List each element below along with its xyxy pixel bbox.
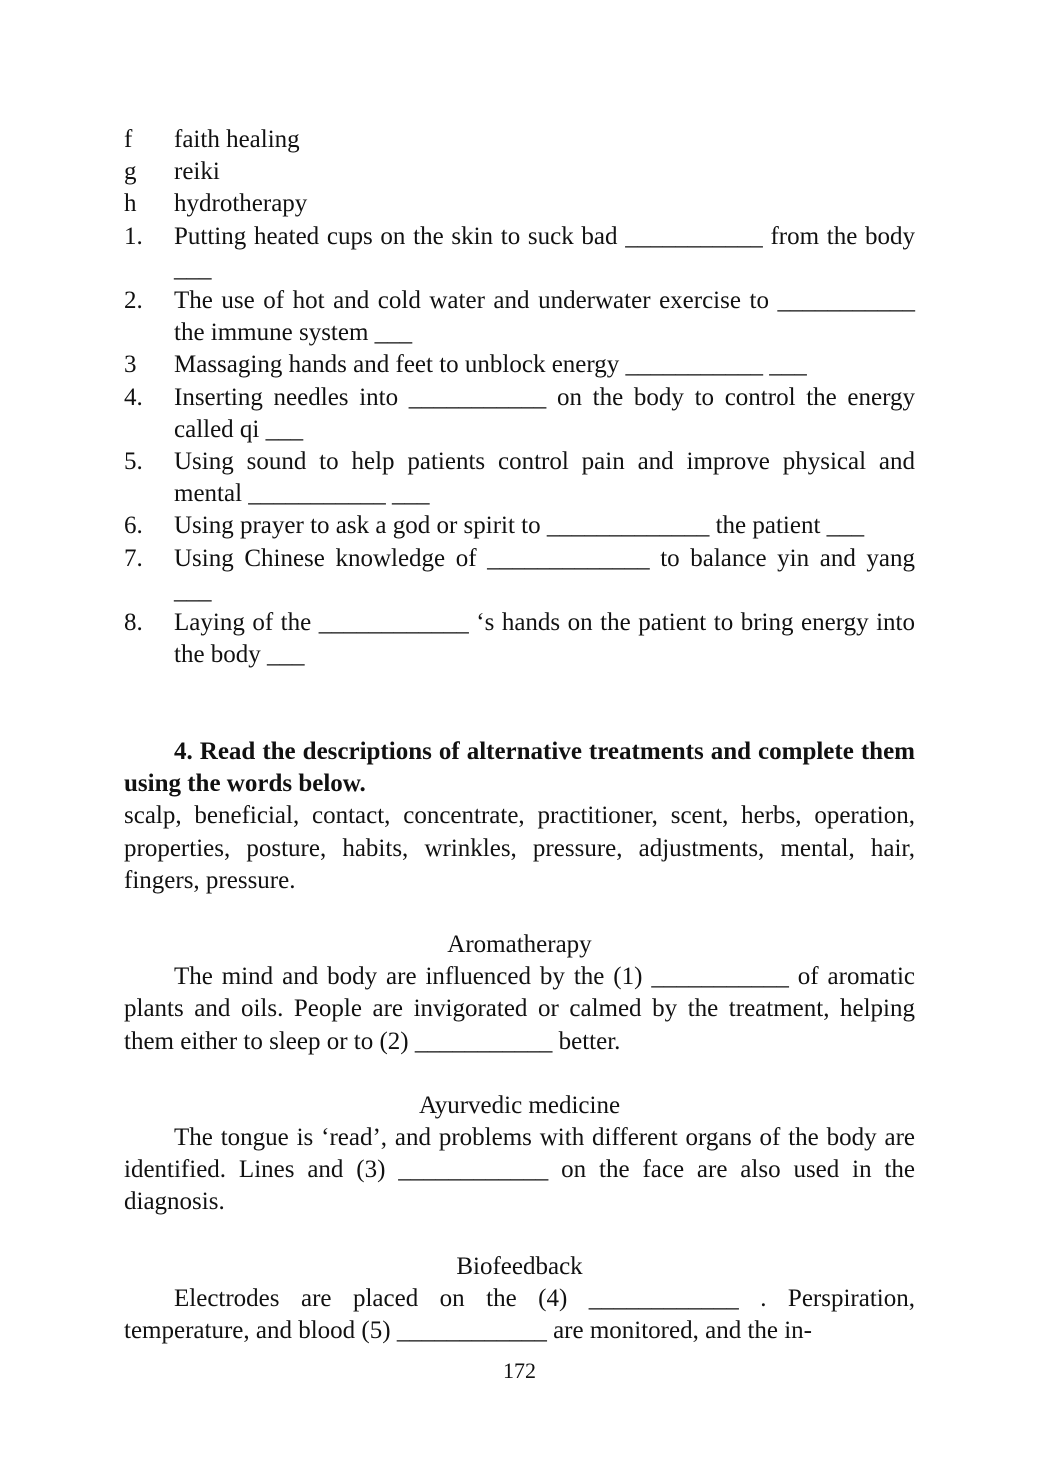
page-number: 172 (503, 1358, 536, 1383)
list-item (124, 510, 915, 542)
list-item-text: reiki (174, 158, 220, 186)
list-item-text: hydrotherapy (174, 190, 308, 218)
list-item-text: Using sound to help patients control pain and improve physical and mental ___________ ___ (174, 448, 915, 508)
section-text-biofeedback: Electrodes are placed on the (4) ____________ . Perspiration, temperature, and blood (5) ____________ are monitored, and the in- (124, 1284, 915, 1345)
list-item-text: Using Chinese knowledge of _____________ to balance yin and yang ___ (174, 544, 915, 604)
spacer (124, 1058, 915, 1090)
list-item (124, 607, 915, 671)
list-marker: 7. (124, 544, 143, 572)
list-marker: g (124, 158, 137, 186)
list-item-text: Massaging hands and feet to unblock energy ___________ ___ (174, 351, 807, 379)
list-item-text: Putting heated cups on the skin to suck bad ___________ from the body ___ (174, 222, 915, 282)
list-marker: 2. (124, 287, 143, 315)
section-text-ayurvedic: The tongue is ‘read’, and problems with different organs of the body are identified. Lines and (3) ____________ on the face are also used in the diagnosis. (124, 1124, 915, 1216)
list-item-text: Inserting needles into ___________ on the body to control the energy called qi ___ (174, 383, 915, 443)
section-title-aromatherapy: Aromatherapy (447, 931, 592, 959)
list-item (124, 349, 915, 381)
spacer (124, 897, 915, 929)
list-item-text: faith healing (174, 126, 300, 153)
list-marker: f (124, 126, 133, 153)
list-item (124, 188, 915, 220)
list-marker: 6. (124, 512, 143, 540)
list-marker: 3 (124, 351, 137, 379)
list-item (124, 446, 915, 510)
list-marker: 4. (124, 383, 143, 411)
task-heading: 4. Read the descriptions of alternative treatments and complete them using the words below. (124, 738, 915, 798)
list-item (124, 221, 915, 285)
list-marker: 5. (124, 448, 143, 476)
list-item (124, 382, 915, 446)
list-item (124, 156, 915, 188)
section-text-aromatherapy: The mind and body are influenced by the (1) ___________ of aromatic plants and oils. People are invigorated or calmed by the treatment, helping them either to sleep or to (2) ___________ better. (124, 963, 915, 1055)
list-marker: h (124, 190, 137, 218)
matching-exercise-list (124, 124, 915, 671)
section-title-ayurvedic: Ayurvedic medicine (418, 1091, 621, 1119)
list-item-text: The use of hot and cold water and underwater exercise to ___________ the immune system ___ (174, 287, 915, 347)
exercise-4 (124, 736, 915, 1347)
list-item-text: Laying of the ____________ ‘s hands on the patient to bring energy into the body ___ (174, 609, 915, 669)
list-marker: 1. (124, 222, 143, 250)
list-item-text: Using prayer to ask a god or spirit to _____________ the patient ___ (174, 512, 865, 540)
spacer (124, 1219, 915, 1251)
list-marker: 8. (124, 609, 143, 637)
list-item (124, 285, 915, 349)
list-item (124, 124, 915, 156)
section-title-biofeedback: Biofeedback (456, 1252, 583, 1280)
list-item (124, 543, 915, 607)
word-list: scalp, beneficial, contact, concentrate, practitioner, scent, herbs, operation, properties, posture, habits, wrinkles, pressure, adjustments, mental, hair, fingers, pressure. (124, 802, 915, 894)
